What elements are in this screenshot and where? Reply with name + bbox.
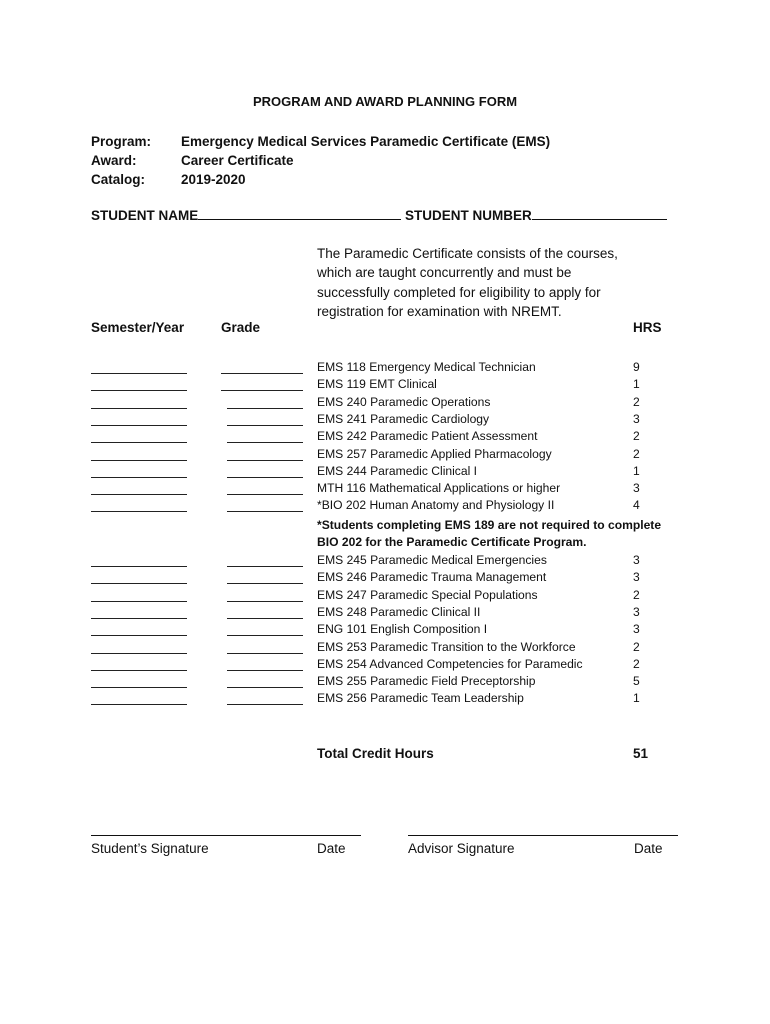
course-hrs: 3 [633,570,640,585]
advisor-signature-label: Advisor Signature [408,841,515,856]
course-hrs: 2 [633,639,640,654]
semester-year-blank[interactable] [91,635,187,636]
bio202-footnote-line2: BIO 202 for the Paramedic Certificate Program. [317,535,587,549]
semester-year-blank[interactable] [91,460,187,461]
semester-year-blank[interactable] [91,408,187,409]
grade-header: Grade [221,320,261,335]
grade-blank[interactable] [227,687,303,688]
bio202-footnote-line1: *Students completing EMS 189 are not required to complete [317,518,662,532]
semester-year-blank[interactable] [91,494,187,495]
grade-blank[interactable] [227,566,303,567]
course-hrs: 2 [633,587,640,602]
grade-blank[interactable] [227,635,303,636]
student-info-line [91,207,667,223]
catalog-value: 2019-2020 [181,172,246,187]
award-value: Career Certificate [181,153,294,168]
grade-blank[interactable] [227,477,303,478]
semester-year-blank[interactable] [91,511,187,512]
grade-blank[interactable] [227,425,303,426]
course-name: MTH 116 Mathematical Applications or higher [317,481,561,496]
hrs-header: HRS [633,320,662,335]
course-hrs: 3 [633,481,640,496]
course-hrs: 2 [633,429,640,444]
grade-blank[interactable] [227,618,303,619]
course-hrs: 1 [633,377,640,392]
semester-year-blank[interactable] [91,670,187,671]
semester-year-blank[interactable] [91,442,187,443]
grade-blank[interactable] [221,390,303,391]
course-hrs: 3 [633,411,640,426]
course-hrs: 2 [633,446,640,461]
course-hrs: 2 [633,394,640,409]
grade-blank[interactable] [227,511,303,512]
grade-blank[interactable] [227,494,303,495]
catalog-label: Catalog: [91,172,145,187]
grade-blank[interactable] [227,460,303,461]
semester-year-blank[interactable] [91,601,187,602]
course-name: EMS 245 Paramedic Medical Emergencies [317,553,547,567]
course-hrs: 4 [633,498,640,513]
course-hrs: 9 [633,360,640,374]
course-name: EMS 241 Paramedic Cardiology [317,411,490,426]
course-name: EMS 118 Emergency Medical Technician [317,360,536,374]
semester-year-blank[interactable] [91,373,187,374]
student-number-field[interactable] [532,207,667,220]
advisor-date-label: Date [634,841,663,856]
course-name: EMS 253 Paramedic Transition to the Workforce [317,639,576,654]
course-hrs: 2 [633,656,640,671]
semester-year-blank[interactable] [91,583,187,584]
course-name: EMS 257 Paramedic Applied Pharmacology [317,446,552,461]
advisor-signature-line[interactable] [408,835,678,836]
course-name: EMS 256 Paramedic Team Leadership [317,691,524,706]
course-name: EMS 247 Paramedic Special Populations [317,587,538,602]
grade-blank[interactable] [227,442,303,443]
course-hrs: 1 [633,691,640,706]
semester-year-header: Semester/Year [91,320,185,335]
program-label: Program: [91,134,152,149]
semester-year-blank[interactable] [91,704,187,705]
student-date-label: Date [317,841,346,856]
course-name: EMS 242 Paramedic Patient Assessment [317,429,538,444]
semester-year-blank[interactable] [91,477,187,478]
grade-blank[interactable] [227,653,303,654]
student-name-field[interactable] [198,207,401,220]
course-name: EMS 255 Paramedic Field Preceptorship [317,674,536,689]
total-credit-hours-value: 51 [633,746,649,761]
student-signature-line[interactable] [91,835,361,836]
award-label: Award: [91,153,137,168]
grade-blank[interactable] [227,704,303,705]
course-name: EMS 246 Paramedic Trauma Management [317,570,547,585]
grade-blank[interactable] [221,373,303,374]
semester-year-blank[interactable] [91,687,187,688]
student-name-label: STUDENT NAME [91,208,199,223]
course-name: EMS 254 Advanced Competencies for Paramedic [317,656,583,671]
program-value: Emergency Medical Services Paramedic Certificate (EMS) [181,134,551,149]
form-title: PROGRAM AND AWARD PLANNING FORM [252,94,518,109]
course-hrs: 3 [633,553,640,567]
course-name: ENG 101 English Composition I [317,622,488,637]
student-signature-label: Student’s Signature [91,841,209,856]
course-hrs: 3 [633,622,640,637]
grade-blank[interactable] [227,583,303,584]
semester-year-blank[interactable] [91,390,187,391]
grade-blank[interactable] [227,601,303,602]
semester-year-blank[interactable] [91,653,187,654]
semester-year-blank[interactable] [91,566,187,567]
student-number-label: STUDENT NUMBER [405,208,532,223]
course-hrs: 3 [633,604,640,619]
grade-blank[interactable] [227,670,303,671]
semester-year-blank[interactable] [91,618,187,619]
course-hrs: 5 [633,674,640,689]
program-description: The Paramedic Certificate consists of the courses, which are taught concurrently and must be successfully completed for eligibility to apply for registration for examination with NREMT. [317,246,618,319]
grade-blank[interactable] [227,408,303,409]
course-name: *BIO 202 Human Anatomy and Physiology II [317,498,555,513]
course-hrs: 1 [633,463,640,478]
course-name: EMS 248 Paramedic Clinical II [317,604,481,619]
course-name: EMS 119 EMT Clinical [317,377,437,392]
course-name: EMS 240 Paramedic Operations [317,394,491,409]
semester-year-blank[interactable] [91,425,187,426]
course-name: EMS 244 Paramedic Clinical I [317,463,477,478]
total-credit-hours-label: Total Credit Hours [317,746,434,761]
